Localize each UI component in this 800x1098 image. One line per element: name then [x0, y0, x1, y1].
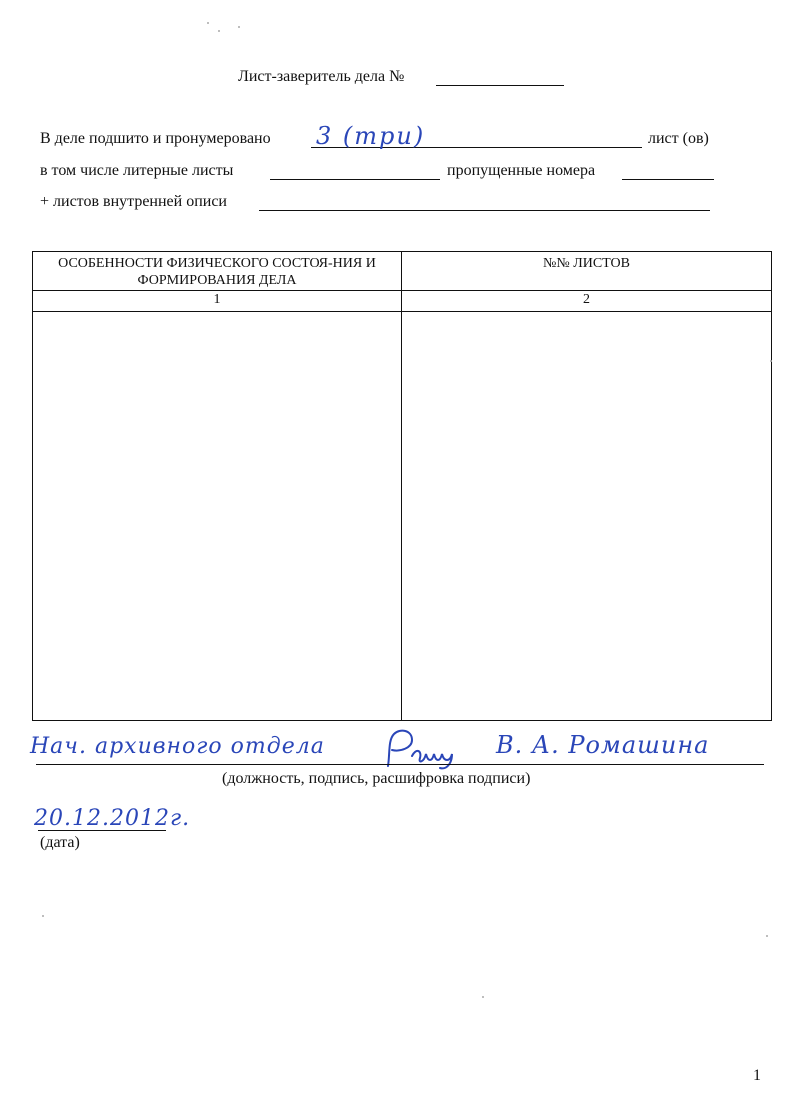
letter-sheets-label: в том числе литерные листы: [40, 162, 234, 179]
column-number-1: 1: [33, 291, 402, 312]
document-title: Лист-заверитель дела №: [238, 68, 405, 85]
internal-inventory-blank: [259, 210, 710, 211]
scan-speck: [238, 26, 240, 28]
scan-speck: [218, 30, 220, 32]
date-handwritten: 20.12.2012г.: [34, 806, 191, 831]
internal-inventory-label: + листов внутренней описи: [40, 193, 227, 210]
letter-sheets-blank: [270, 179, 440, 180]
page-number: 1: [753, 1067, 761, 1084]
date-line: [38, 830, 166, 831]
sewn-sheets-handwritten: 3 (три): [316, 122, 426, 150]
signature-position-handwritten: Нач. архивного отдела: [30, 734, 325, 759]
scan-speck: [42, 915, 44, 917]
signature-caption: (должность, подпись, расшифровка подписи): [222, 770, 531, 787]
missing-numbers-blank: [622, 179, 714, 180]
sewn-sheets-label: В деле подшито и пронумеровано: [40, 130, 271, 147]
signature-icon: [382, 726, 464, 772]
scan-speck: [207, 22, 209, 24]
scan-speck: [766, 935, 768, 937]
scan-speck: [770, 360, 772, 362]
date-caption: (дата): [40, 834, 80, 851]
missing-numbers-label: пропущенные номера: [447, 162, 596, 179]
sheets-suffix: лист (ов): [648, 130, 709, 147]
signature-name-handwritten: В. А. Ромашина: [496, 731, 710, 759]
column-number-2: 2: [402, 291, 772, 312]
case-number-blank: [436, 85, 564, 86]
signature-line: [36, 764, 764, 765]
case-features-table: [32, 251, 772, 721]
scan-speck: [482, 996, 484, 998]
sheet-numbers-cell: [402, 312, 772, 721]
features-cell: [33, 312, 402, 721]
table-header-sheet-numbers: №№ ЛИСТОВ: [402, 252, 772, 291]
table-header-features: ОСОБЕННОСТИ ФИЗИЧЕСКОГО СОСТОЯ-НИЯ И ФОРМИРОВАНИЯ ДЕЛА: [33, 252, 402, 291]
